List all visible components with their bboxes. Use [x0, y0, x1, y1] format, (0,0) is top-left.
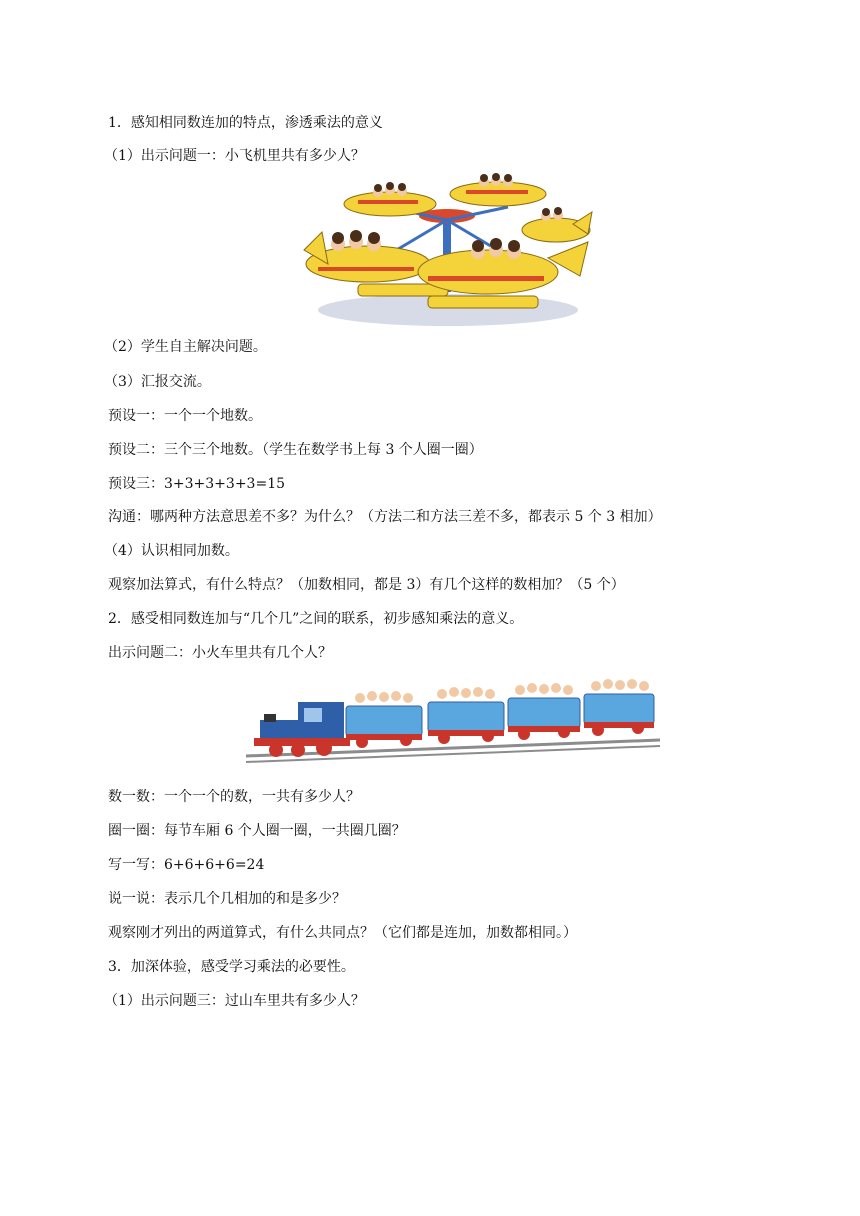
question-3: （1）出示问题三：过山车里共有多少人？ [104, 993, 365, 1009]
question-1: （1）出示问题一：小飞机里共有多少人？ [104, 148, 365, 164]
plane-top-right [450, 173, 546, 206]
heading-2: 2．感受相同数连加与“几个几”之间的联系，初步感知乘法的意义。 [108, 611, 524, 627]
preset-2: 预设二：三个三个地数。（学生在数学书上每 3 个人圈一圈） [108, 442, 483, 458]
circle-activity: 圈一圈：每节车厢 6 个人圈一圈，一共圈几圈？ [108, 823, 406, 839]
step-4: （4）认识相同加数。 [104, 543, 239, 559]
locomotive [254, 702, 350, 757]
plane-right [522, 207, 592, 242]
speak-activity: 说一说：表示几个几相加的和是多少？ [108, 891, 346, 907]
heading-1: 1．感知相同数连加的特点，渗透乘法的意义 [108, 115, 383, 131]
write-activity: 写一写：6+6+6+6=24 [108, 857, 265, 873]
train-car-1 [346, 691, 422, 748]
plane-top-left [344, 182, 436, 216]
train-car-3 [508, 683, 580, 740]
observe-equations: 观察刚才列出的两道算式，有什么共同点？（它们都是连加，加数都相同。） [108, 925, 577, 941]
train-car-2 [428, 687, 504, 744]
plane-carousel-illustration [298, 172, 594, 330]
observe-addition: 观察加法算式，有什么特点？（加数相同，都是 3）有几个这样的数相加？（5 个） [108, 577, 625, 593]
question-2: 出示问题二：小火车里共有几个人？ [108, 645, 332, 661]
preset-3: 预设三：3+3+3+3+3=15 [108, 476, 286, 492]
train-car-4 [584, 679, 654, 736]
train-illustration [246, 676, 660, 770]
count-activity: 数一数：一个一个的数，一共有多少人？ [108, 789, 360, 805]
heading-3: 3．加深体验，感受学习乘法的必要性。 [108, 959, 355, 975]
preset-1: 预设一：一个一个地数。 [108, 408, 262, 424]
step-3: （3）汇报交流。 [104, 374, 211, 390]
step-2: （2）学生自主解决问题。 [104, 339, 267, 355]
communication: 沟通：哪两种方法意思差不多？为什么？（方法二和方法三差不多，都表示 5 个 3 相加） [108, 509, 662, 525]
